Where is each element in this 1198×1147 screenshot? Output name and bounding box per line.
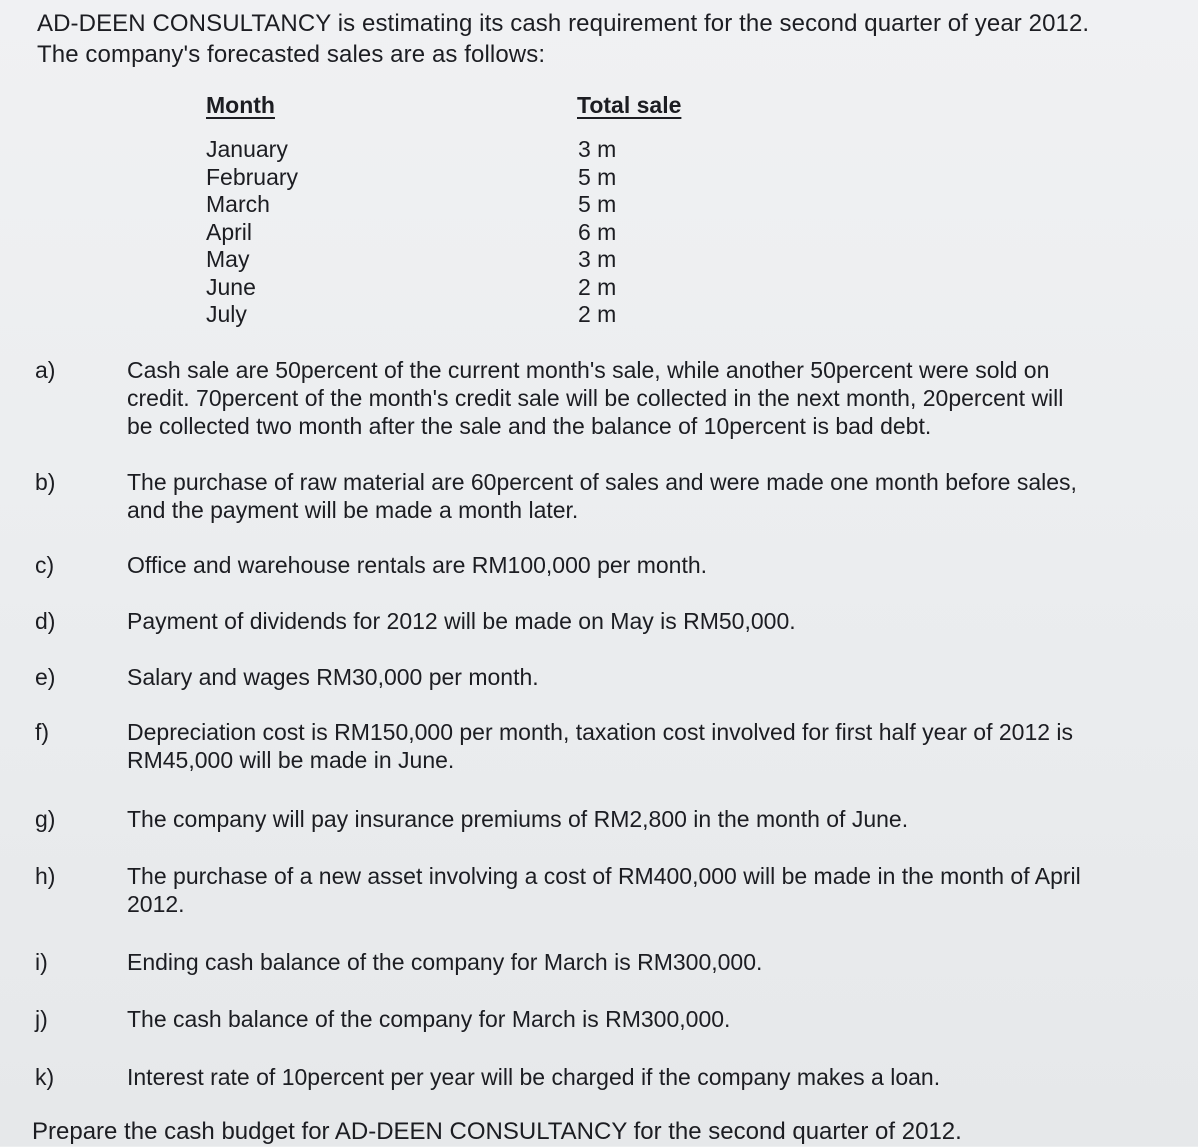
sale-cell: 2 m — [578, 273, 617, 300]
table-header-month: Month — [206, 92, 275, 118]
item-text — [127, 356, 1063, 440]
item-label: j) — [35, 1006, 48, 1032]
item-text — [127, 1063, 940, 1091]
item-label: b) — [35, 469, 56, 495]
total-sale-column — [578, 136, 616, 329]
item-line: The cash balance of the company for March is RM300,000. — [127, 1006, 731, 1032]
month-cell: July — [206, 301, 247, 327]
item-label: h) — [35, 863, 56, 889]
item-line: credit. 70percent of the month's credit sale will be collected in the next month, 20percent will — [127, 385, 1064, 411]
month-cell: April — [206, 218, 253, 245]
item-text — [127, 948, 762, 976]
item-text — [127, 607, 796, 635]
item-line: 2012. — [127, 891, 185, 917]
item-line: The company will pay insurance premiums of RM2,800 in the month of June. — [127, 806, 909, 832]
item-label: e) — [35, 664, 56, 690]
month-column — [206, 136, 298, 329]
intro-line-1: AD-DEEN CONSULTANCY is estimating its cash requirement for the second quarter of year 2012. — [37, 10, 1090, 37]
item-text — [127, 468, 1077, 524]
item-line: Ending cash balance of the company for March is RM300,000. — [127, 949, 763, 975]
month-cell: June — [206, 273, 256, 300]
month-cell: May — [206, 246, 250, 272]
sale-cell: 5 m — [578, 191, 617, 217]
item-label: i) — [35, 949, 48, 975]
item-label: f) — [35, 719, 50, 745]
sale-cell: 3 m — [578, 246, 617, 272]
month-cell: January — [206, 136, 288, 162]
item-text — [127, 663, 539, 691]
item-line: The purchase of raw material are 60percent of sales and were made one month before sales, — [127, 469, 1077, 495]
sale-cell: 6 m — [578, 218, 617, 245]
item-label: k) — [35, 1064, 55, 1090]
item-text — [127, 1005, 730, 1033]
sale-cell: 3 m — [578, 136, 617, 162]
intro-paragraph — [37, 8, 1089, 70]
item-line: Payment of dividends for 2012 will be made on May is RM50,000. — [127, 608, 796, 634]
final-instruction: Prepare the cash budget for AD-DEEN CONSULTANCY for the second quarter of 2012. — [32, 1118, 962, 1145]
item-text — [127, 718, 1073, 774]
item-text — [127, 805, 908, 833]
sale-cell: 2 m — [578, 301, 617, 327]
item-line: Cash sale are 50percent of the current month's sale, while another 50percent were sold on — [127, 357, 1050, 383]
item-text — [127, 551, 707, 579]
item-line: be collected two month after the sale and the balance of 10percent is bad debt. — [127, 413, 932, 439]
item-line: Interest rate of 10percent per year will be charged if the company makes a loan. — [127, 1064, 941, 1090]
intro-line-2: The company's forecasted sales are as follows: — [37, 41, 546, 68]
item-label: d) — [35, 608, 56, 634]
item-line: Depreciation cost is RM150,000 per month, taxation cost involved for first half year of 2012 is — [127, 719, 1074, 745]
table-header-total-sale: Total sale — [577, 92, 682, 118]
item-label: c) — [35, 552, 55, 578]
sale-cell: 5 m — [578, 163, 617, 190]
item-line: RM45,000 will be made in June. — [127, 747, 455, 773]
month-cell: February — [206, 163, 299, 190]
item-line: Office and warehouse rentals are RM100,000 per month. — [127, 552, 708, 578]
item-line: The purchase of a new asset involving a cost of RM400,000 will be made in the month of April — [127, 863, 1081, 889]
item-line: and the payment will be made a month later. — [127, 497, 579, 523]
item-label: a) — [35, 357, 56, 383]
item-line: Salary and wages RM30,000 per month. — [127, 664, 539, 690]
item-label: g) — [35, 806, 56, 832]
month-cell: March — [206, 191, 270, 217]
item-text — [127, 862, 1081, 918]
